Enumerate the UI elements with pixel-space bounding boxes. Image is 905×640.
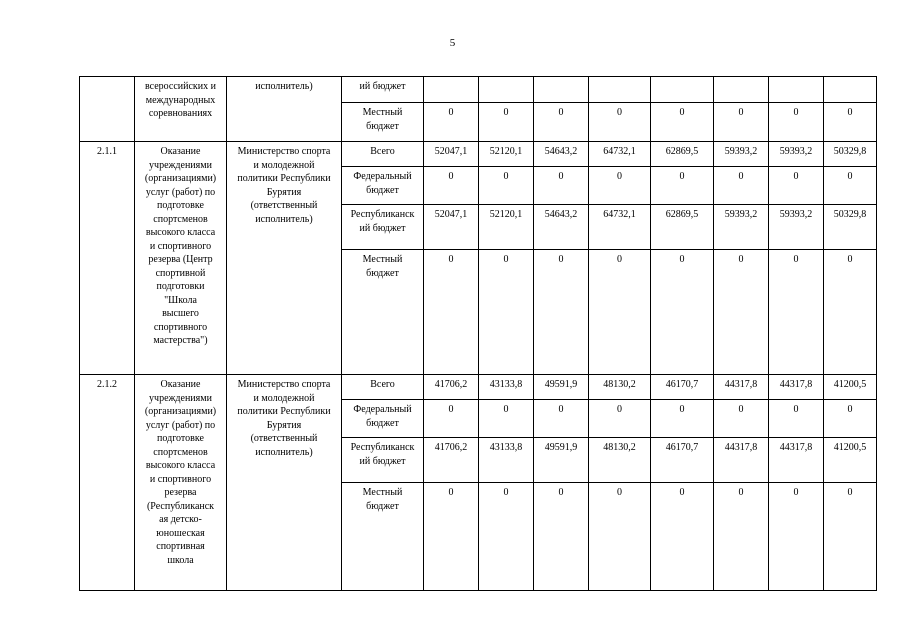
value-cell: 46170,7 (651, 438, 714, 483)
value-cell: 0 (479, 103, 534, 142)
value-cell: 0 (769, 400, 824, 438)
value-cell: 0 (479, 167, 534, 205)
value-cell: 59393,2 (714, 142, 769, 167)
value-cell: 0 (824, 250, 877, 375)
executor-cell: исполнитель) (227, 77, 342, 142)
funding-source-cell: Республиканск ий бюджет (342, 438, 424, 483)
value-cell: 0 (651, 483, 714, 591)
executor-cell: Министерство спорта и молодежной политики Республики Бурятия (ответственный исполнитель) (227, 375, 342, 591)
value-cell: 0 (714, 400, 769, 438)
page-number: 5 (449, 37, 456, 49)
value-cell: 48130,2 (589, 438, 651, 483)
value-cell: 0 (424, 167, 479, 205)
value-cell: 52120,1 (479, 205, 534, 250)
value-cell: 62869,5 (651, 205, 714, 250)
value-cell: 41706,2 (424, 438, 479, 483)
value-cell: 0 (534, 103, 589, 142)
value-cell: 44317,8 (714, 375, 769, 400)
value-cell: 0 (424, 483, 479, 591)
item-number-cell: 2.1.1 (80, 142, 135, 375)
value-cell: 59393,2 (714, 205, 769, 250)
activity-name-cell: всероссийских и международных соревнованиях (135, 77, 227, 142)
value-cell: 44317,8 (769, 438, 824, 483)
value-cell: 43133,8 (479, 375, 534, 400)
value-cell: 52120,1 (479, 142, 534, 167)
value-cell: 0 (824, 167, 877, 205)
funding-source-cell: Федеральный бюджет (342, 400, 424, 438)
value-cell: 0 (424, 103, 479, 142)
value-cell (824, 77, 877, 103)
value-cell: 0 (714, 250, 769, 375)
value-cell: 0 (589, 167, 651, 205)
value-cell: 59393,2 (769, 142, 824, 167)
value-cell: 64732,1 (589, 205, 651, 250)
activity-name-cell: Оказание учреждениями (организациями) услуг (работ) по подготовке спортсменов высокого класса и спортивного резерва (Центр спортивной подготовки "Школа высшего спортивного мастерства") (135, 142, 227, 375)
table-row (80, 375, 877, 400)
value-cell: 0 (534, 400, 589, 438)
value-cell: 0 (589, 483, 651, 591)
value-cell: 0 (479, 483, 534, 591)
value-cell: 0 (589, 400, 651, 438)
value-cell: 0 (424, 250, 479, 375)
value-cell: 0 (651, 103, 714, 142)
value-cell: 54643,2 (534, 142, 589, 167)
value-cell: 44317,8 (769, 375, 824, 400)
funding-source-cell: Всего (342, 142, 424, 167)
value-cell: 49591,9 (534, 438, 589, 483)
table-row (80, 77, 877, 103)
value-cell: 0 (769, 483, 824, 591)
value-cell (714, 77, 769, 103)
value-cell: 0 (651, 167, 714, 205)
value-cell: 52047,1 (424, 205, 479, 250)
value-cell: 0 (589, 250, 651, 375)
value-cell: 50329,8 (824, 205, 877, 250)
value-cell: 41706,2 (424, 375, 479, 400)
value-cell: 41200,5 (824, 438, 877, 483)
value-cell: 0 (824, 103, 877, 142)
value-cell: 54643,2 (534, 205, 589, 250)
value-cell: 49591,9 (534, 375, 589, 400)
value-cell: 46170,7 (651, 375, 714, 400)
value-cell (769, 77, 824, 103)
value-cell: 64732,1 (589, 142, 651, 167)
item-number-cell (80, 77, 135, 142)
value-cell: 0 (824, 483, 877, 591)
value-cell: 0 (714, 167, 769, 205)
value-cell: 0 (534, 483, 589, 591)
value-cell: 0 (714, 103, 769, 142)
value-cell: 41200,5 (824, 375, 877, 400)
value-cell (534, 77, 589, 103)
value-cell: 0 (769, 250, 824, 375)
value-cell: 48130,2 (589, 375, 651, 400)
table-row (80, 142, 877, 167)
value-cell: 0 (769, 167, 824, 205)
value-cell (651, 77, 714, 103)
value-cell: 52047,1 (424, 142, 479, 167)
value-cell (424, 77, 479, 103)
value-cell: 0 (824, 400, 877, 438)
funding-source-cell: Республиканск ий бюджет (342, 205, 424, 250)
value-cell: 0 (534, 167, 589, 205)
value-cell: 0 (479, 400, 534, 438)
value-cell: 0 (424, 400, 479, 438)
value-cell: 0 (714, 483, 769, 591)
value-cell: 0 (651, 400, 714, 438)
funding-source-cell: Местный бюджет (342, 250, 424, 375)
funding-source-cell: Местный бюджет (342, 483, 424, 591)
value-cell: 59393,2 (769, 205, 824, 250)
funding-source-cell: Федеральный бюджет (342, 167, 424, 205)
executor-cell: Министерство спорта и молодежной политики Республики Бурятия (ответственный исполнитель) (227, 142, 342, 375)
value-cell (479, 77, 534, 103)
funding-source-cell: ий бюджет (342, 77, 424, 103)
budget-table (79, 76, 877, 591)
value-cell: 0 (651, 250, 714, 375)
value-cell: 44317,8 (714, 438, 769, 483)
value-cell: 50329,8 (824, 142, 877, 167)
funding-source-cell: Местный бюджет (342, 103, 424, 142)
value-cell: 0 (479, 250, 534, 375)
value-cell: 62869,5 (651, 142, 714, 167)
value-cell: 0 (769, 103, 824, 142)
value-cell (589, 77, 651, 103)
value-cell: 0 (589, 103, 651, 142)
activity-name-cell: Оказание учреждениями (организациями) услуг (работ) по подготовке спортсменов высокого класса и спортивного резерва (Республиканск ая детско- юношеская спортивная школа (135, 375, 227, 591)
funding-source-cell: Всего (342, 375, 424, 400)
item-number-cell: 2.1.2 (80, 375, 135, 591)
value-cell: 43133,8 (479, 438, 534, 483)
value-cell: 0 (534, 250, 589, 375)
